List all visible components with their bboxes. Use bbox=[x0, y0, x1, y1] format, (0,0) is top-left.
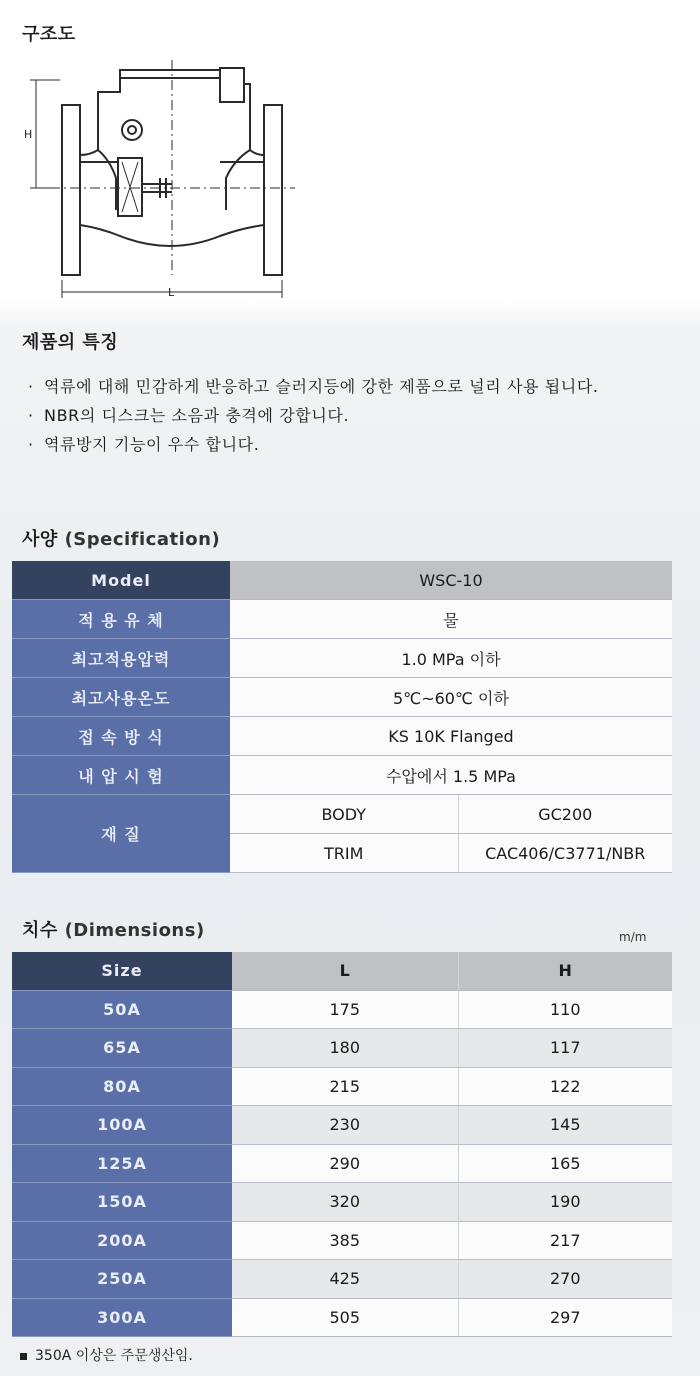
size-cell: 80A bbox=[12, 1067, 232, 1106]
spec-value: 5℃~60℃ 이하 bbox=[230, 678, 672, 717]
spec-row bbox=[12, 600, 672, 639]
spec-row bbox=[12, 756, 672, 795]
size-cell: 50A bbox=[12, 990, 232, 1029]
l-cell: 425 bbox=[232, 1260, 458, 1299]
table-row bbox=[12, 1298, 672, 1337]
size-cell: 150A bbox=[12, 1183, 232, 1222]
structure-title: 구조도 bbox=[22, 24, 76, 45]
table-row bbox=[12, 1144, 672, 1183]
h-cell: 270 bbox=[458, 1260, 672, 1299]
spec-title bbox=[22, 525, 220, 551]
square-bullet-icon bbox=[20, 1353, 27, 1360]
header-l: L bbox=[232, 952, 458, 990]
spec-value: KS 10K Flanged bbox=[230, 717, 672, 756]
dimensions-table bbox=[12, 952, 672, 1337]
l-cell: 385 bbox=[232, 1221, 458, 1260]
l-cell: 230 bbox=[232, 1106, 458, 1145]
spec-value: 수압에서 1.5 MPa bbox=[230, 756, 672, 795]
dimensions-title-en: (Dimensions) bbox=[64, 920, 205, 941]
dimension-label-l: L bbox=[168, 286, 175, 299]
size-cell: 100A bbox=[12, 1106, 232, 1145]
h-cell: 297 bbox=[458, 1298, 672, 1337]
spec-row bbox=[12, 639, 672, 678]
l-cell: 505 bbox=[232, 1298, 458, 1337]
spec-label: 재 질 bbox=[12, 795, 230, 873]
size-cell: 250A bbox=[12, 1260, 232, 1299]
spec-row bbox=[12, 678, 672, 717]
l-cell: 215 bbox=[232, 1067, 458, 1106]
size-cell: 300A bbox=[12, 1298, 232, 1337]
spec-label: 내 압 시 험 bbox=[12, 756, 230, 795]
table-row bbox=[12, 990, 672, 1029]
h-cell: 145 bbox=[458, 1106, 672, 1145]
size-cell: 65A bbox=[12, 1029, 232, 1068]
table-row bbox=[12, 1029, 672, 1068]
material-part: TRIM bbox=[230, 834, 458, 873]
features-title: 제품의 특징 bbox=[22, 332, 119, 353]
size-cell: 125A bbox=[12, 1144, 232, 1183]
table-row bbox=[12, 1183, 672, 1222]
feature-item: · NBR의 디스크는 소음과 충격에 강합니다. bbox=[28, 401, 678, 430]
h-cell: 190 bbox=[458, 1183, 672, 1222]
l-cell: 175 bbox=[232, 990, 458, 1029]
l-cell: 290 bbox=[232, 1144, 458, 1183]
feature-item: · 역류방지 기능이 우수 합니다. bbox=[28, 430, 678, 459]
spec-label: 최고적용압력 bbox=[12, 639, 230, 678]
l-cell: 180 bbox=[232, 1029, 458, 1068]
size-cell: 200A bbox=[12, 1221, 232, 1260]
material-value: CAC406/C3771/NBR bbox=[458, 834, 672, 873]
valve-structure-diagram bbox=[20, 60, 300, 310]
header-h: H bbox=[458, 952, 672, 990]
h-cell: 217 bbox=[458, 1221, 672, 1260]
table-row bbox=[12, 1221, 672, 1260]
feature-text: NBR의 디스크는 소음과 충격에 강합니다. bbox=[44, 406, 350, 425]
dimensions-unit: m/m bbox=[619, 930, 647, 944]
spec-row bbox=[12, 561, 672, 600]
dimensions-header-row bbox=[12, 952, 672, 990]
spec-table bbox=[12, 561, 672, 873]
h-cell: 122 bbox=[458, 1067, 672, 1106]
h-cell: 165 bbox=[458, 1144, 672, 1183]
spec-label: 적 용 유 체 bbox=[12, 600, 230, 639]
dimension-label-h: H bbox=[24, 128, 33, 141]
h-cell: 117 bbox=[458, 1029, 672, 1068]
material-value: GC200 bbox=[458, 795, 672, 834]
spec-title-en: (Specification) bbox=[64, 529, 221, 550]
spec-value: 물 bbox=[230, 600, 672, 639]
spec-value: WSC-10 bbox=[230, 561, 672, 600]
spec-label: 접 속 방 식 bbox=[12, 717, 230, 756]
table-row bbox=[12, 1106, 672, 1145]
order-note-text: 350A 이상은 주문생산임. bbox=[35, 1348, 193, 1364]
material-part: BODY bbox=[230, 795, 458, 834]
header-size: Size bbox=[12, 952, 232, 990]
table-row bbox=[12, 1260, 672, 1299]
dimensions-title-ko: 치수 bbox=[22, 920, 58, 941]
features-list bbox=[28, 372, 678, 459]
spec-value: 1.0 MPa 이하 bbox=[230, 639, 672, 678]
feature-text: 역류에 대해 민감하게 반응하고 슬러지등에 강한 제품으로 널리 사용 됩니다. bbox=[44, 377, 599, 396]
feature-text: 역류방지 기능이 우수 합니다. bbox=[44, 435, 260, 454]
dimensions-title bbox=[22, 916, 205, 942]
l-cell: 320 bbox=[232, 1183, 458, 1222]
spec-label: 최고사용온도 bbox=[12, 678, 230, 717]
spec-row bbox=[12, 717, 672, 756]
spec-label: Model bbox=[12, 561, 230, 600]
order-note bbox=[20, 1345, 193, 1365]
spec-title-ko: 사양 bbox=[22, 529, 58, 550]
table-row bbox=[12, 1067, 672, 1106]
h-cell: 110 bbox=[458, 990, 672, 1029]
feature-item: · 역류에 대해 민감하게 반응하고 슬러지등에 강한 제품으로 널리 사용 됩니다. bbox=[28, 372, 678, 401]
spec-row bbox=[12, 795, 672, 834]
